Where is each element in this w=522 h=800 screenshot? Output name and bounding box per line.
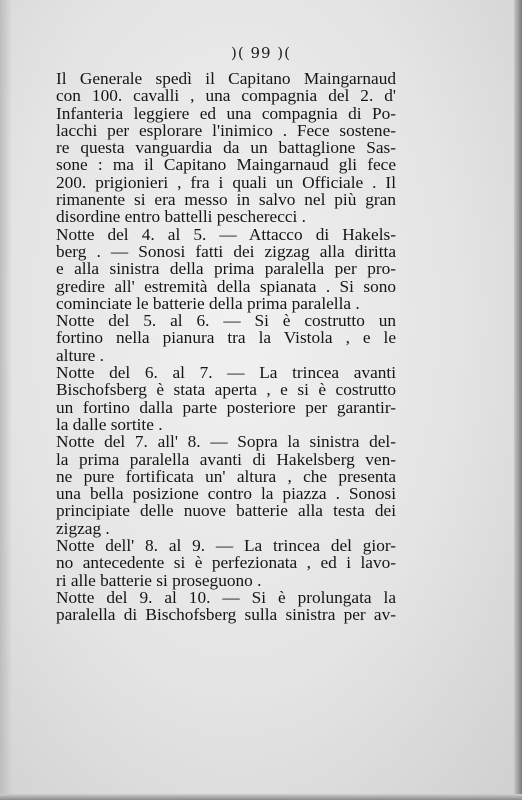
text-line: Notte del 9. al 10. — Si è prolungata la	[56, 587, 396, 607]
text-line: Bischofsberg è stata aperta , e si è costrutto	[56, 380, 396, 400]
text-line: ri alle batterie si proseguono .	[56, 570, 262, 590]
text-line: la prima paralella avanti di Hakelsberg ven-	[56, 449, 396, 469]
page-right-edge	[514, 0, 522, 800]
text-line: alture .	[56, 345, 104, 365]
text-line: Infanteria leggiere ed una compagnia di Po-	[56, 103, 396, 123]
text-line: ne pure fortificata un' altura , che presenta	[56, 466, 396, 486]
text-line: paralella di Bischofsberg sulla sinistra per av-	[56, 605, 396, 625]
text-line: Notte del 7. all' 8. — Sopra la sinistra del-	[56, 432, 396, 452]
body-text	[56, 70, 396, 624]
text-line: e alla sinistra della prima paralella per pro-	[56, 259, 396, 279]
page-number: )( 99 )(	[230, 44, 292, 62]
text-line: sone : ma il Capitano Maingarnaud gli fece	[56, 155, 396, 175]
text-line: cominciate le batterie della prima paralella .	[56, 293, 360, 313]
text-line: re questa vanguardia da un battaglione Sas-	[56, 138, 396, 158]
text-line: gredire all' estremità della spianata . Si sono	[56, 276, 396, 296]
page-gutter-shadow	[0, 0, 12, 800]
text-line: fortino nella pianura tra la Vistola , e le	[56, 328, 396, 348]
text-line: lacchi per esplorare l'inimico . Fece sostene-	[56, 120, 396, 140]
text-line: Notte dell' 8. al 9. — La trincea del gior-	[56, 536, 396, 556]
page-bottom-edge	[0, 794, 522, 800]
text-line: rimanente si era messo in salvo nel più gran	[56, 190, 396, 210]
text-line: Notte del 5. al 6. — Si è costrutto un	[56, 311, 396, 331]
text-line: no antecedente si è perfezionata , ed i lavo-	[56, 553, 396, 573]
text-line: Notte del 6. al 7. — La trincea avanti	[56, 363, 396, 383]
text-line: con 100. cavalli , una compagnia del 2. d'	[56, 86, 396, 106]
text-line: disordine entro battelli pescherecci .	[56, 207, 306, 227]
text-line: Il Generale spedì il Capitano Maingarnaud	[56, 69, 396, 88]
text-line: un fortino dalla parte posteriore per garantir-	[56, 397, 396, 417]
text-line: 200. prigionieri , fra i quali un Officiale . Il	[56, 172, 396, 192]
text-line: berg . — Sonosi fatti dei zigzag alla diritta	[56, 241, 396, 261]
text-line: una bella posizione contro la piazza . Sonosi	[56, 484, 396, 504]
text-line: principiate delle nuove batterie alla testa dei	[56, 501, 396, 521]
text-line: la dalle sortite .	[56, 414, 163, 434]
text-line: zigzag .	[56, 518, 110, 538]
text-line: Notte del 4. al 5. — Attacco di Hakels-	[56, 224, 396, 244]
